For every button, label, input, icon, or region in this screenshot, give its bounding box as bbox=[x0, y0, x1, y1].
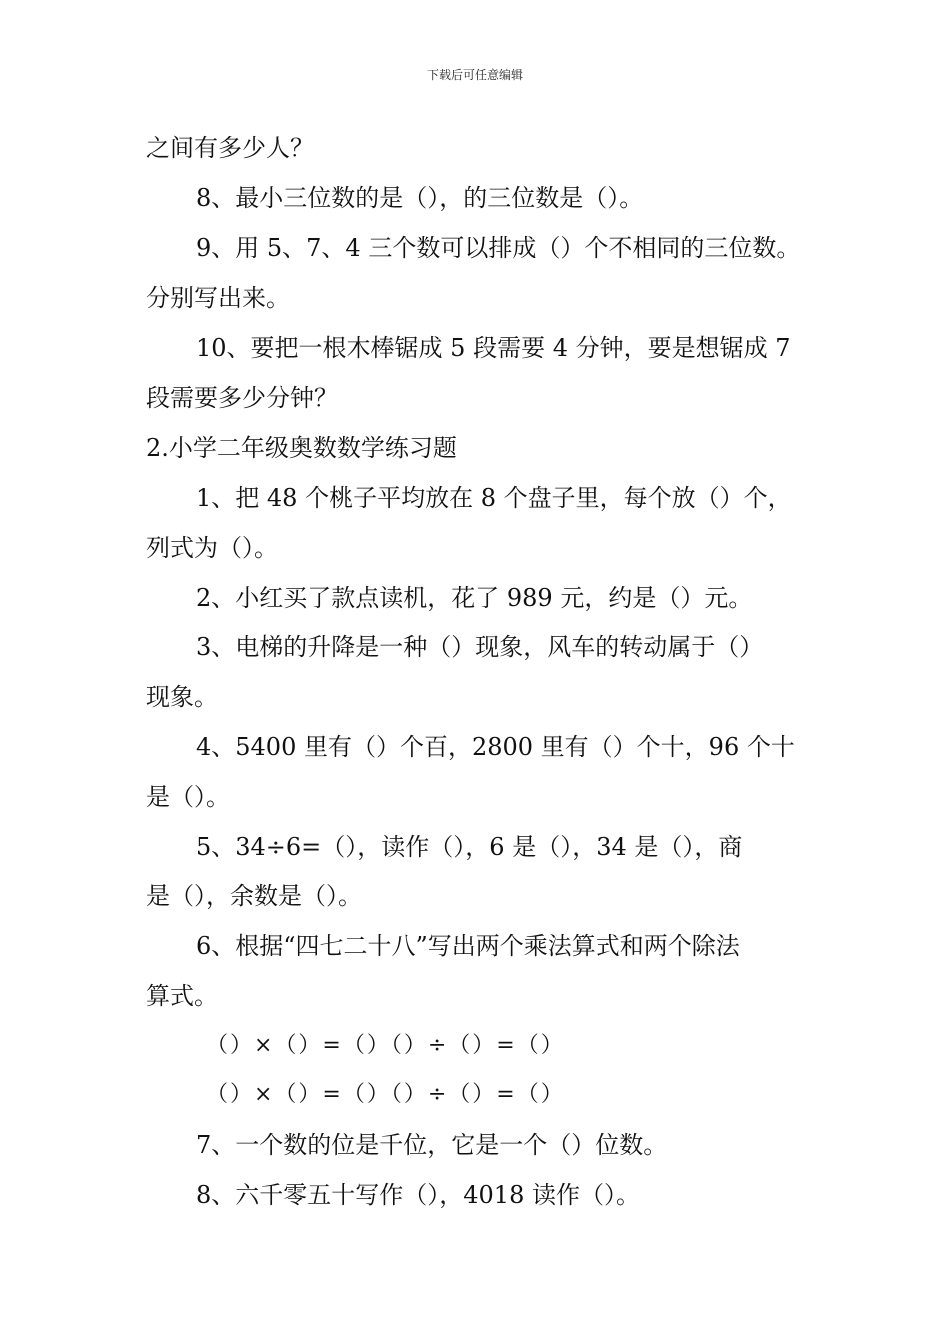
question-line: 8、最小三位数的是（），的三位数是（）。 bbox=[196, 184, 644, 212]
text-line: 段需要多少分钟？ bbox=[146, 384, 338, 412]
question-line: 9、用 5、7、4 三个数可以排成（）个不相同的三位数。 bbox=[196, 234, 801, 262]
formula-line: （）×（）=（）（）÷（）=（） bbox=[206, 1082, 565, 1107]
section-heading: 2.小学二年级奥数数学练习题 bbox=[146, 434, 457, 462]
question-line: 8、六千零五十写作（），4018 读作（）。 bbox=[196, 1181, 640, 1209]
text-line: 是（），余数是（）。 bbox=[146, 882, 362, 910]
question-line: 6、根据“四七二十八”写出两个乘法算式和两个除法 bbox=[196, 932, 740, 960]
question-line: 3、电梯的升降是一种（）现象，风车的转动属于（） bbox=[196, 633, 764, 661]
question-line: 5、34÷6=（），读作（），6 是（），34 是（），商 bbox=[196, 833, 743, 861]
text-line: 算式。 bbox=[146, 982, 218, 1010]
text-line: 之间有多少人？ bbox=[146, 134, 314, 162]
question-line: 7、一个数的位是千位，它是一个（）位数。 bbox=[196, 1131, 668, 1159]
page-header: 下载后可任意编辑 bbox=[426, 68, 523, 82]
text-line: 列式为（）。 bbox=[146, 534, 278, 562]
text-line: 分别写出来。 bbox=[146, 284, 290, 312]
question-line: 1、把 48 个桃子平均放在 8 个盘子里，每个放（）个， bbox=[196, 484, 792, 512]
question-line: 2、小红买了款点读机，花了 989 元，约是（）元。 bbox=[196, 584, 753, 612]
text-line: 现象。 bbox=[146, 683, 218, 711]
question-line: 4、5400 里有（）个百，2800 里有（）个十，96 个十 bbox=[196, 733, 795, 761]
text-line: 是（）。 bbox=[146, 783, 230, 811]
question-line: 10、要把一根木棒锯成 5 段需要 4 分钟，要是想锯成 7 bbox=[196, 334, 791, 362]
formula-line: （）×（）=（）（）÷（）=（） bbox=[206, 1033, 565, 1058]
